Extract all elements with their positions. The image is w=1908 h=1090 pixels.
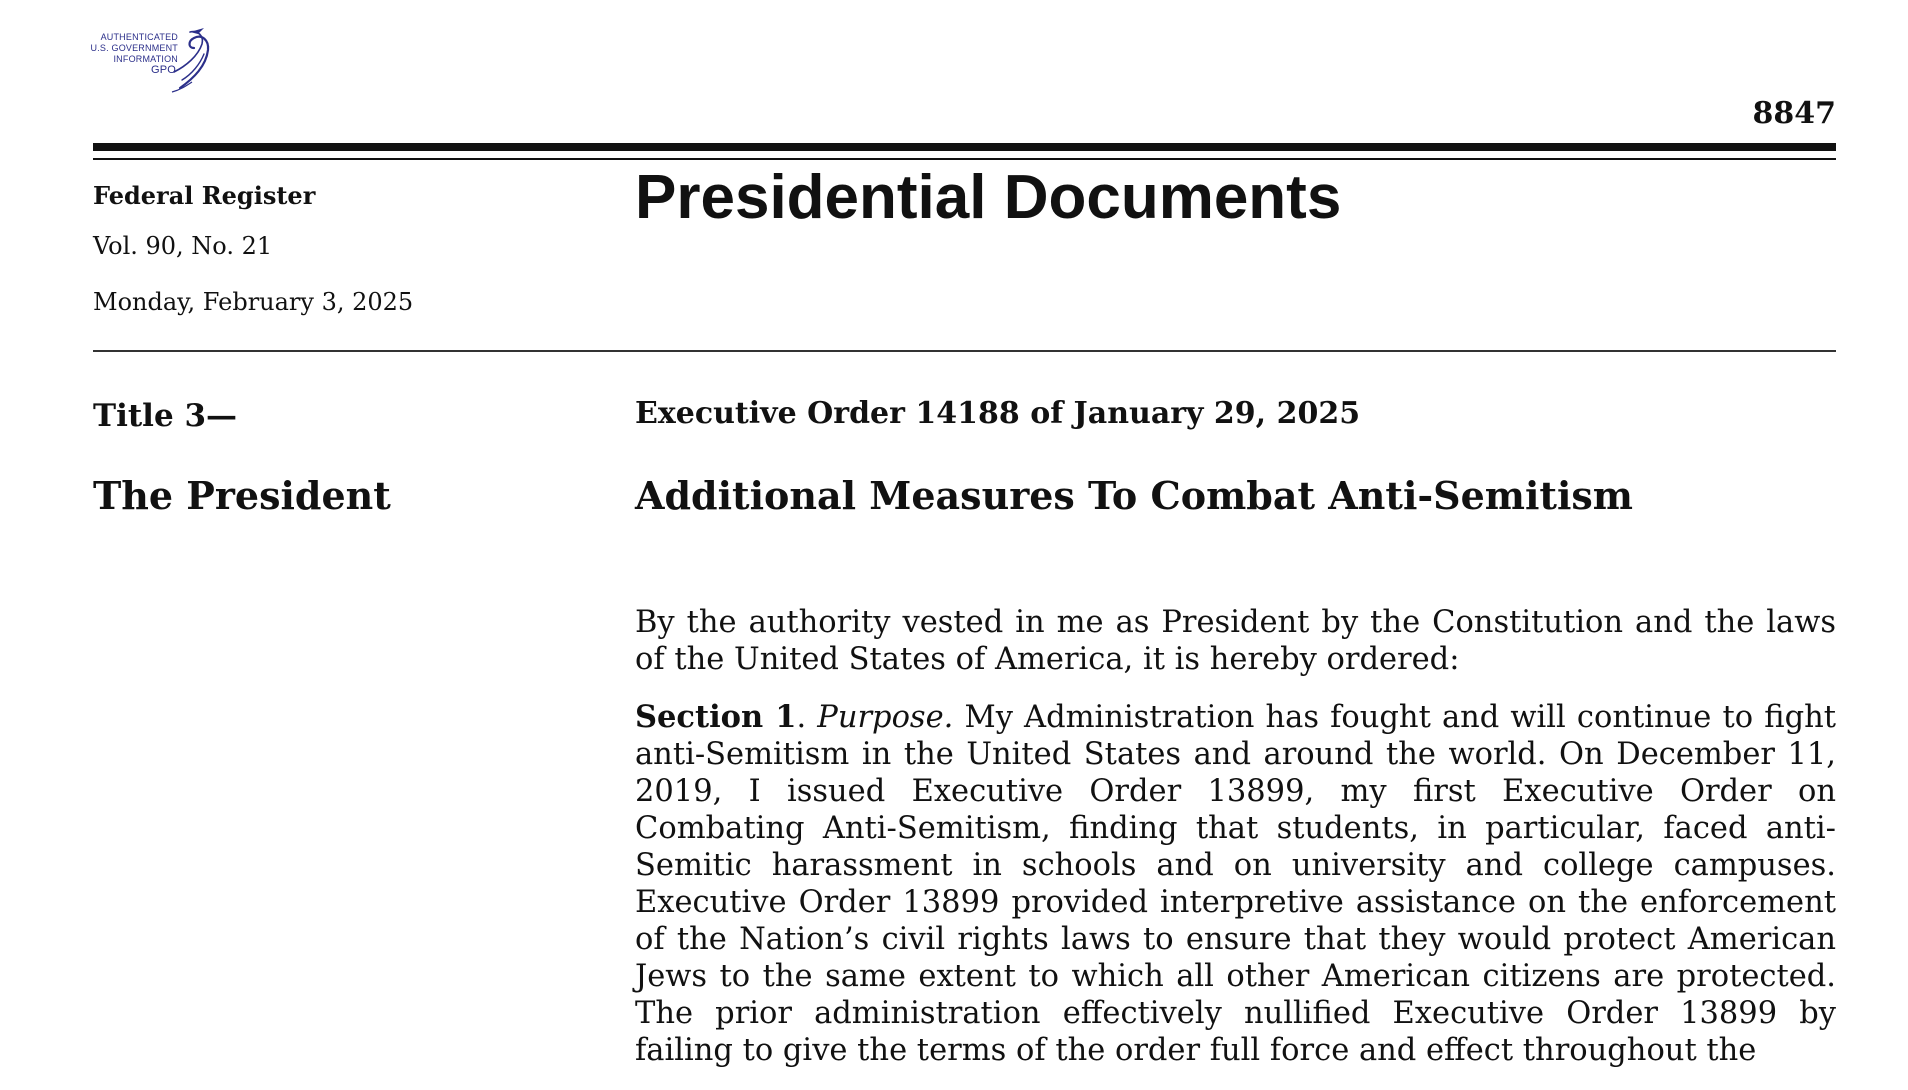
masthead-info bbox=[93, 180, 593, 318]
seal-line-2: U.S. GOVERNMENT bbox=[90, 43, 178, 53]
publication-name: Federal Register bbox=[93, 181, 316, 210]
seal-gpo: GPO bbox=[150, 64, 176, 76]
intro-paragraph: By the authority vested in me as President by the Constitution and the laws of the United States of America, it is hereby ordered: bbox=[635, 605, 1836, 677]
seal-text bbox=[82, 32, 178, 76]
page-number: 8847 bbox=[1752, 96, 1836, 131]
executive-order-title: Additional Measures To Combat Anti-Semitism bbox=[635, 473, 1634, 518]
section-title: Presidential Documents bbox=[635, 163, 1342, 232]
eagle-icon bbox=[168, 26, 220, 96]
section-1-paragraph: Section 1. Purpose. My Administration has fought and will continue to fight anti-Semitism in the United States and around the world. On December 11, 2019, I issued Executive Order 13899, my first Executive Order on Combating Anti-Semitism, finding that students, in particular, faced anti-Semitic harassment in schools and on university and college campuses. Executive Order 13899 provided interpretive assistance on the enforcement of the Nation’s civil rights laws to ensure that they would protect American Jews to the same extent to which all other American citizens are protected. The prior administration effectively nullified Executive Order 13899 by failing to give the terms of the order full force and effect throughout the bbox=[635, 699, 1836, 1068]
issue-date: Monday, February 3, 2025 bbox=[93, 288, 414, 316]
seal-line-1: AUTHENTICATED bbox=[100, 32, 178, 42]
seal-line-3: INFORMATION bbox=[113, 54, 178, 64]
president-label: The President bbox=[93, 473, 391, 518]
section-1-heading: Purpose. bbox=[817, 700, 954, 735]
section-1-text: My Administration has fought and will continue to fight anti-Semitism in the United States and around the world. On December 11, 2019, I issued Executive Order 13899, my first Executive Order on Combating Anti-Semitism, finding that students, in particular, faced anti-Semitic harassment in schools and on university and college campuses. Executive Order 13899 provided interpretive assistance on the enforcement of the Nation’s civil rights laws to ensure that they would protect American Jews to the same extent to which all other American citizens are protected. The prior administration effectively nullified Executive Order 13899 by failing to give the terms of the order full force and effect throughout the bbox=[635, 700, 1836, 1068]
executive-order-number: Executive Order 14188 of January 29, 2025 bbox=[635, 396, 1361, 431]
top-rule-thick bbox=[93, 143, 1836, 151]
order-body bbox=[635, 604, 1836, 1090]
section-1-label: Section 1 bbox=[635, 699, 797, 735]
volume-number: Vol. 90, No. 21 bbox=[93, 232, 273, 260]
gpo-authenticated-seal bbox=[82, 26, 222, 98]
masthead-divider bbox=[93, 350, 1836, 352]
title-label: Title 3— bbox=[93, 398, 238, 434]
